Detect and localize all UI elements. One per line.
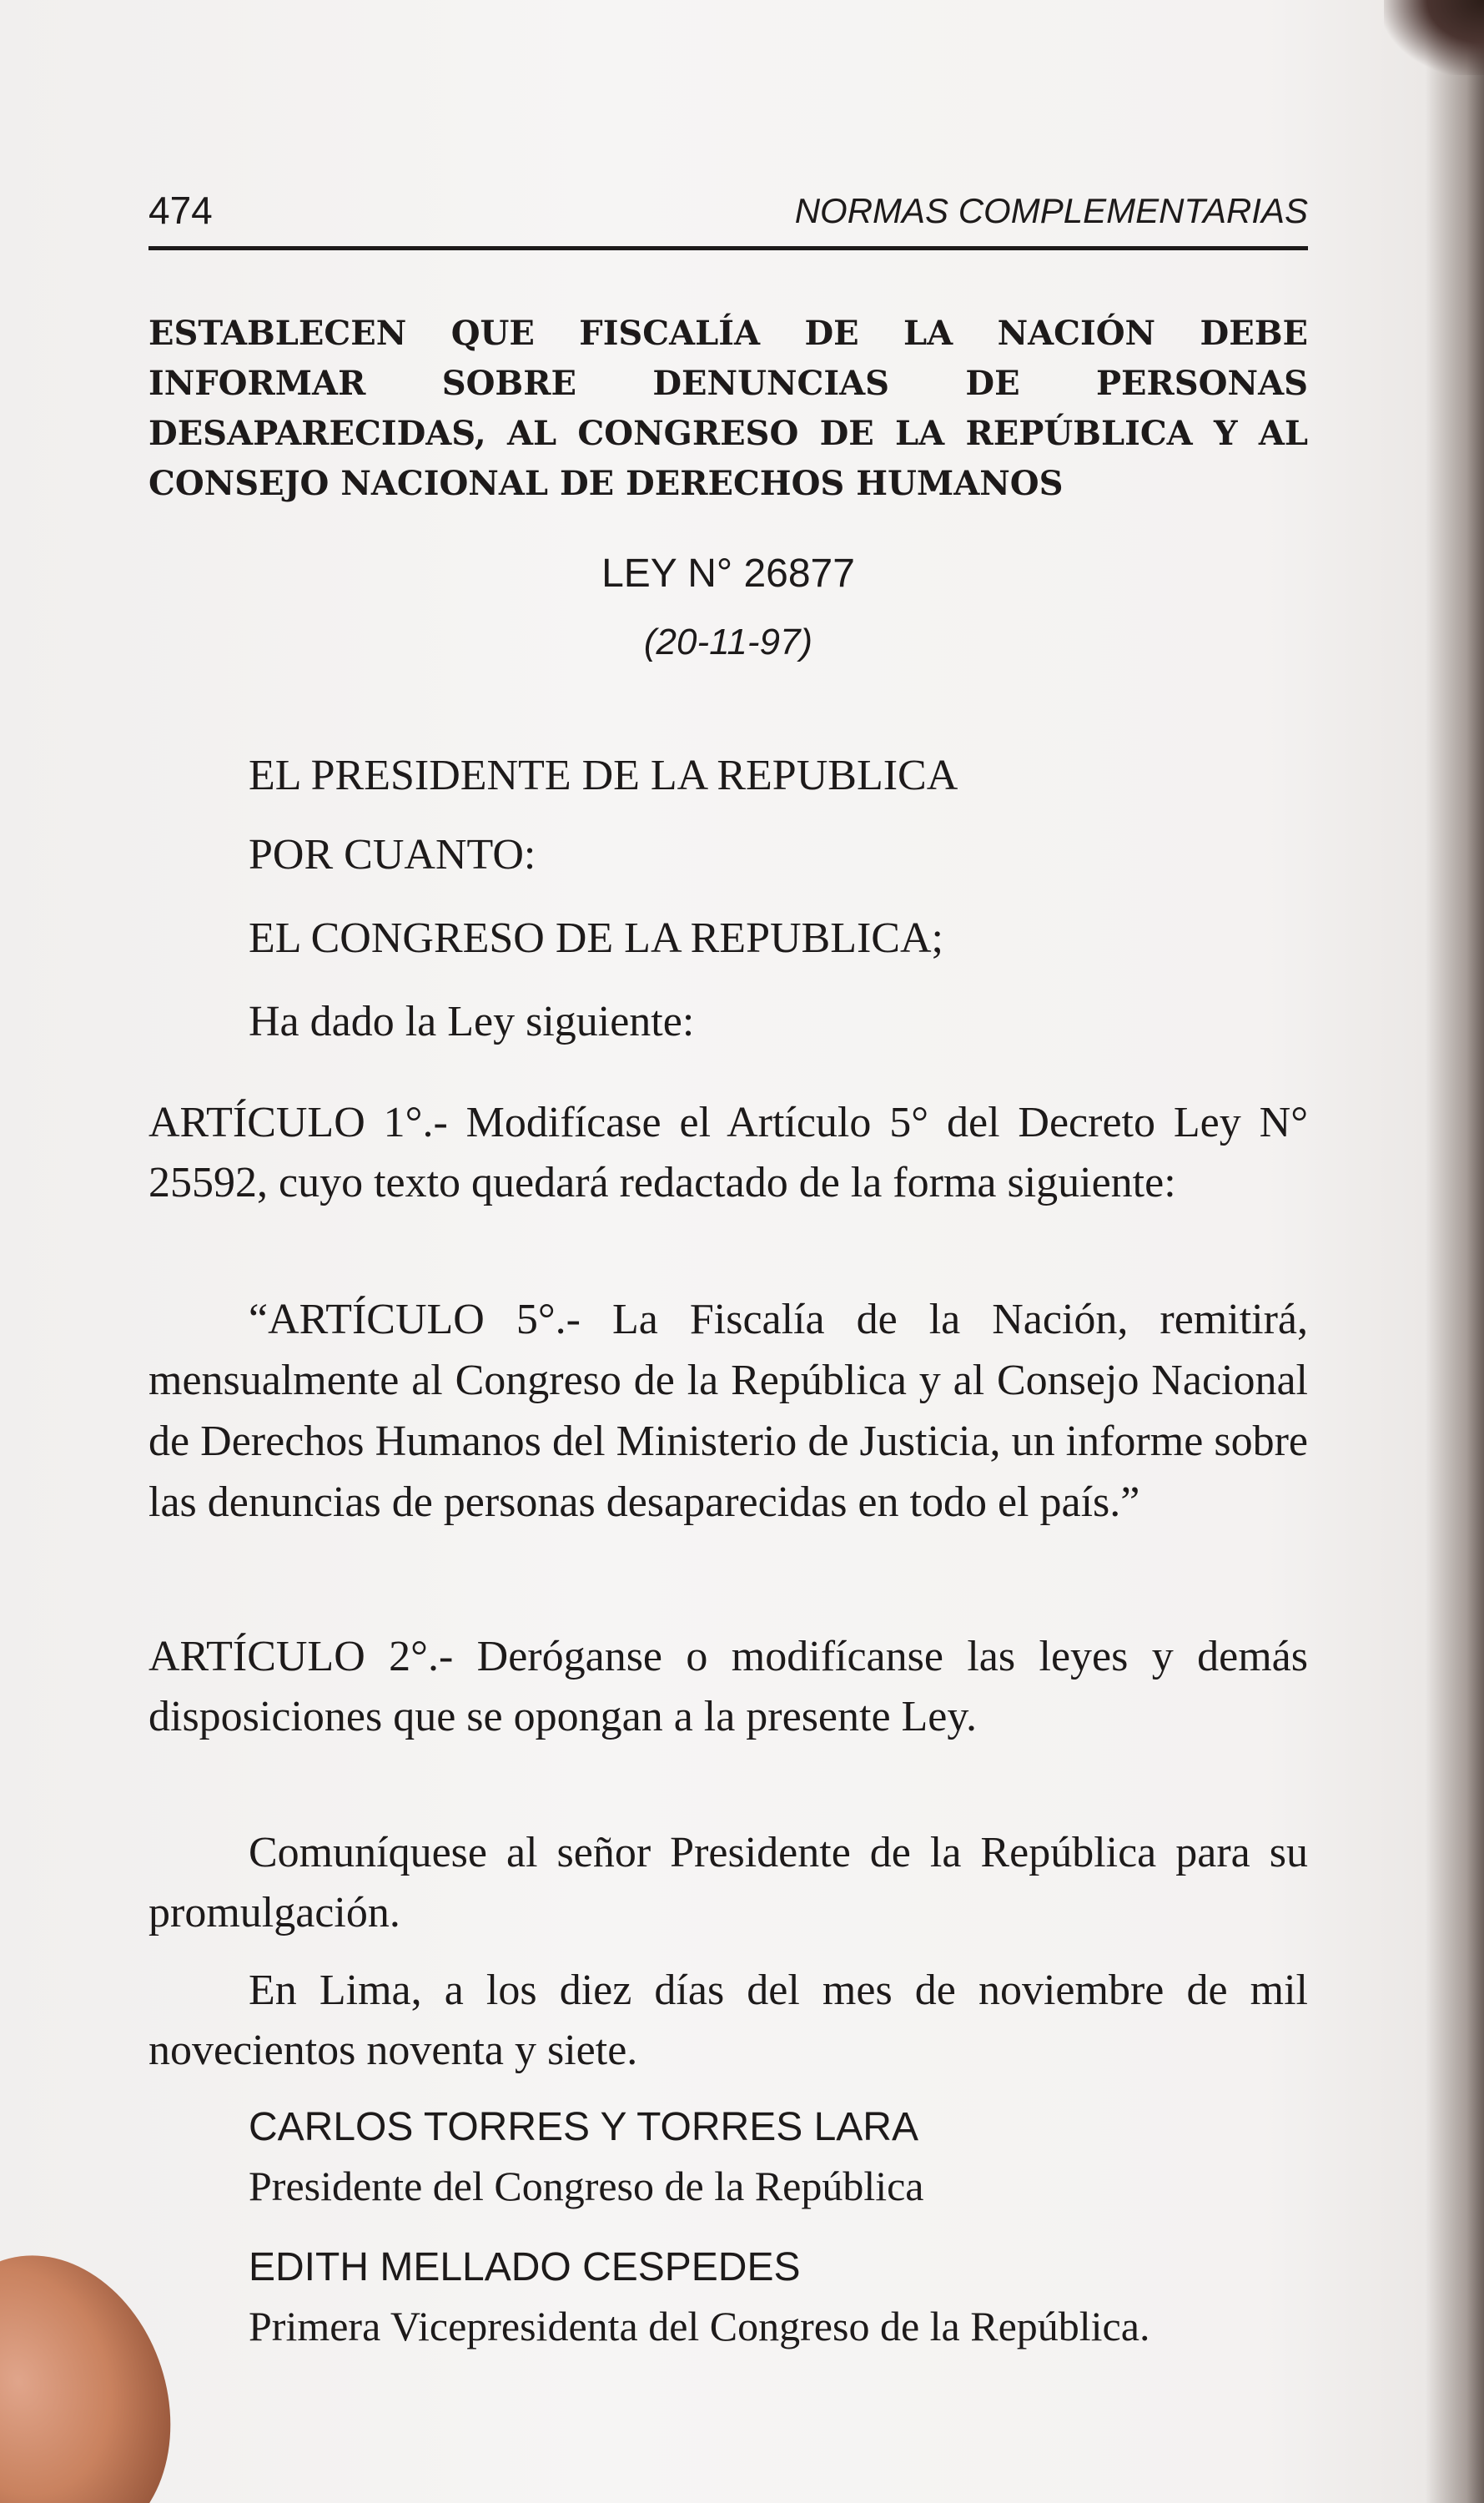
running-head: NORMAS COMPLEMENTARIAS xyxy=(794,191,1308,230)
article-1: ARTÍCULO 1°.- Modifícase el Artículo 5° del Decreto Ley N° 25592, cuyo texto quedará redactado de la forma siguiente: xyxy=(148,1099,1308,1206)
signatory-1-title: Presidente del Congreso de la República xyxy=(249,2163,924,2209)
signatory-2-name: EDITH MELLADO CESPEDES xyxy=(249,2245,801,2289)
page-corner-shadow xyxy=(1384,0,1484,75)
signatory-1-name: CARLOS TORRES Y TORRES LARA xyxy=(249,2105,918,2149)
preamble-president: EL PRESIDENTE DE LA REPUBLICA xyxy=(249,752,958,799)
page-header xyxy=(148,188,1308,250)
closing-place-date: En Lima, a los diez días del mes de noviembre de mil novecientos noventa y siete. xyxy=(148,1967,1308,2074)
law-date: (20-11-97) xyxy=(643,622,813,662)
article-2: ARTÍCULO 2°.- Deróganse o modifícanse las leyes y demás disposiciones que se opongan a la presente Ley. xyxy=(148,1633,1308,1740)
preamble-congreso: EL CONGRESO DE LA REPUBLICA; xyxy=(249,914,943,962)
article-1-quoted-text: “ARTÍCULO 5°.- La Fiscalía de la Nación, remitirá, mensualmente al Congreso de la República y al Consejo Nacional de Derechos Humanos del Ministerio de Justicia, un informe sobre las denuncias de personas desaparecidas en todo el país.” xyxy=(148,1296,1308,1526)
law-number: LEY N° 26877 xyxy=(601,551,855,596)
preamble-por-cuanto: POR CUANTO: xyxy=(249,831,536,879)
preamble-ha-dado: Ha dado la Ley siguiente: xyxy=(249,998,695,1045)
signatory-2-title: Primera Vicepresidenta del Congreso de la República. xyxy=(249,2303,1150,2349)
page-edge-shadow xyxy=(1426,0,1484,2503)
law-title: ESTABLECEN QUE FISCALÍA DE LA NACIÓN DEBE INFORMAR SOBRE DENUNCIAS DE PERSONAS DESAPARECIDAS, AL CONGRESO DE LA REPÚBLICA Y AL CONSEJO NACIONAL DE DERECHOS HUMANOS xyxy=(148,314,1308,503)
thumb-holding-page xyxy=(0,2224,208,2503)
closing-communicate: Comuníquese al señor Presidente de la República para su promulgación. xyxy=(148,1829,1308,1936)
page-number: 474 xyxy=(148,189,213,232)
